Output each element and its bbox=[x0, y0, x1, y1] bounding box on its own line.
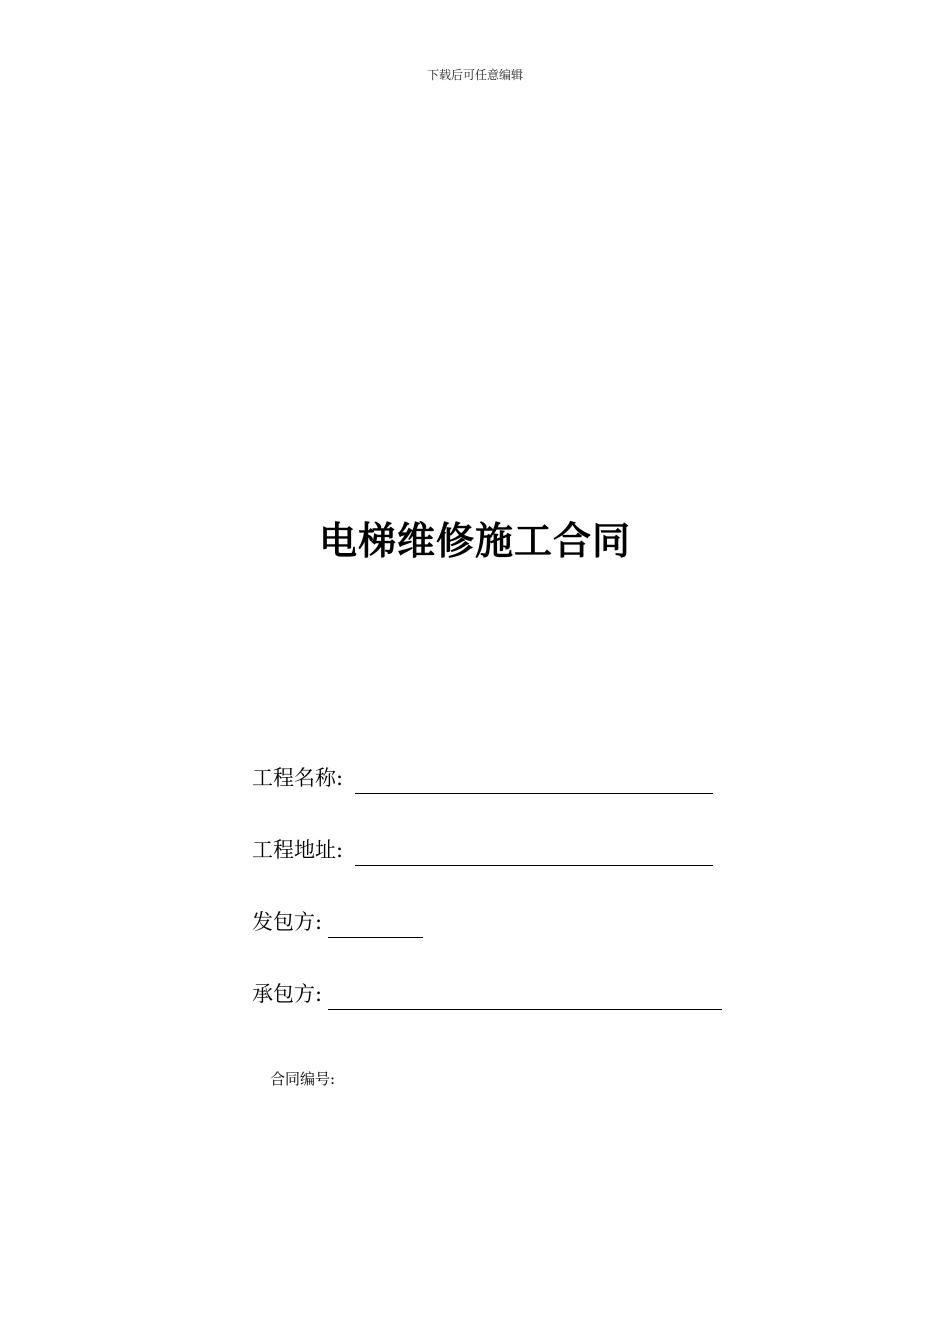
contractor-blank-line[interactable] bbox=[328, 983, 722, 1010]
contract-number-label: 合同编号: bbox=[270, 1070, 336, 1088]
header-note: 下载后可任意编辑 bbox=[426, 68, 523, 82]
contractor-label: 承包方: bbox=[252, 982, 323, 1006]
employer-label: 发包方: bbox=[252, 910, 323, 934]
contractor-field bbox=[252, 980, 722, 1008]
employer-field bbox=[252, 908, 423, 936]
project-name-label: 工程名称: bbox=[252, 766, 344, 790]
project-address-field bbox=[252, 836, 713, 864]
project-name-blank-line[interactable] bbox=[355, 767, 713, 794]
contract-number bbox=[270, 1069, 335, 1089]
project-address-label: 工程地址: bbox=[252, 838, 344, 862]
project-name-field bbox=[252, 764, 713, 792]
document-title: 电梯维修施工合同 bbox=[318, 519, 631, 563]
project-address-blank-line[interactable] bbox=[355, 839, 713, 866]
employer-blank-line[interactable] bbox=[328, 911, 423, 938]
